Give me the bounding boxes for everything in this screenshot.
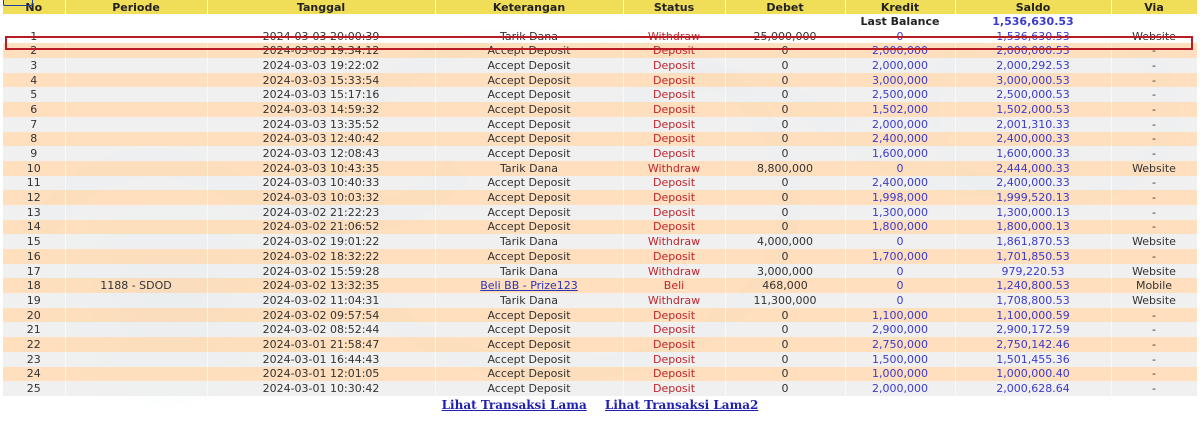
cell-debet: 0	[725, 146, 845, 161]
cell-saldo: 2,001,310.33	[955, 117, 1111, 132]
cell-tanggal: 2024-03-03 20:00:39	[207, 29, 435, 44]
header-kredit: Kredit	[845, 0, 955, 14]
cell-no: 16	[3, 249, 65, 264]
cell-debet: 468,000	[725, 278, 845, 293]
cell-via: -	[1111, 205, 1197, 220]
cell-no: 22	[3, 337, 65, 352]
header-debet: Debet	[725, 0, 845, 14]
cell-kredit: 1,000,000	[845, 367, 955, 382]
cell-debet: 0	[725, 249, 845, 264]
cell-via: Website	[1111, 161, 1197, 176]
cell-tanggal: 2024-03-03 12:40:42	[207, 132, 435, 147]
cell-kredit: 0	[845, 234, 955, 249]
cell-tanggal: 2024-03-03 12:08:43	[207, 146, 435, 161]
cell-periode	[65, 117, 207, 132]
table-row[interactable]	[3, 205, 1197, 220]
cell-kredit: 0	[845, 293, 955, 308]
table-row[interactable]	[3, 73, 1197, 88]
cell-status: Deposit	[623, 73, 725, 88]
cell-keterangan: Tarik Dana	[435, 264, 623, 279]
cell-no: 11	[3, 176, 65, 191]
cell-debet: 0	[725, 132, 845, 147]
table-row[interactable]	[3, 367, 1197, 382]
table-row[interactable]	[3, 352, 1197, 367]
cell-via: Website	[1111, 29, 1197, 44]
cell-saldo: 2,750,142.46	[955, 337, 1111, 352]
cell-status: Deposit	[623, 308, 725, 323]
cell-status: Withdraw	[623, 29, 725, 44]
cell-kredit: 2,750,000	[845, 337, 955, 352]
cell-keterangan: Accept Deposit	[435, 367, 623, 382]
cell-tanggal: 2024-03-03 13:35:52	[207, 117, 435, 132]
table-row[interactable]	[3, 176, 1197, 191]
cell-periode	[65, 205, 207, 220]
table-row[interactable]	[3, 293, 1197, 308]
table-row[interactable]	[3, 117, 1197, 132]
cell-debet: 4,000,000	[725, 234, 845, 249]
cell-status: Beli	[623, 278, 725, 293]
cell-saldo: 2,000,292.53	[955, 58, 1111, 73]
cell-kredit: 1,800,000	[845, 220, 955, 235]
table-row[interactable]	[3, 161, 1197, 176]
table-row[interactable]	[3, 146, 1197, 161]
cell-status: Deposit	[623, 337, 725, 352]
cell-keterangan: Accept Deposit	[435, 352, 623, 367]
cell-kredit: 2,000,000	[845, 117, 955, 132]
cell-keterangan: Accept Deposit	[435, 73, 623, 88]
header-no: No	[3, 0, 65, 14]
cell-saldo: 1,100,000.59	[955, 308, 1111, 323]
cell-keterangan: Accept Deposit	[435, 176, 623, 191]
cell-status: Deposit	[623, 220, 725, 235]
cell-debet: 0	[725, 43, 845, 58]
cell-tanggal: 2024-03-03 19:22:02	[207, 58, 435, 73]
cell-periode	[65, 29, 207, 44]
cell-kredit: 2,400,000	[845, 132, 955, 147]
cell-no: 25	[3, 381, 65, 396]
cell-kredit: 1,500,000	[845, 352, 955, 367]
cell-tanggal: 2024-03-01 10:30:42	[207, 381, 435, 396]
cell-keterangan: Accept Deposit	[435, 102, 623, 117]
cell-via: -	[1111, 102, 1197, 117]
cell-tanggal: 2024-03-02 21:06:52	[207, 220, 435, 235]
cell-debet: 8,800,000	[725, 161, 845, 176]
table-row[interactable]	[3, 220, 1197, 235]
cell-no: 15	[3, 234, 65, 249]
cell-periode	[65, 220, 207, 235]
cell-keterangan: Accept Deposit	[435, 190, 623, 205]
cell-debet: 0	[725, 190, 845, 205]
table-row[interactable]	[3, 337, 1197, 352]
last-balance-row	[3, 14, 1197, 29]
cell-keterangan: Accept Deposit	[435, 308, 623, 323]
top-corner-box	[3, 0, 33, 6]
cell-tanggal: 2024-03-01 12:01:05	[207, 367, 435, 382]
cell-tanggal: 2024-03-02 19:01:22	[207, 234, 435, 249]
cell-periode	[65, 234, 207, 249]
cell-status: Deposit	[623, 249, 725, 264]
cell-kredit: 2,400,000	[845, 176, 955, 191]
cell-via: Website	[1111, 293, 1197, 308]
cell-saldo: 2,000,628.64	[955, 381, 1111, 396]
cell-saldo: 2,500,000.53	[955, 87, 1111, 102]
transaction-history	[3, 0, 1197, 412]
cell-tanggal: 2024-03-02 13:32:35	[207, 278, 435, 293]
table-row[interactable]	[3, 58, 1197, 73]
cell-kredit: 1,600,000	[845, 146, 955, 161]
cell-saldo: 1,536,630.53	[955, 29, 1111, 44]
cell-no: 9	[3, 146, 65, 161]
cell-tanggal: 2024-03-02 11:04:31	[207, 293, 435, 308]
cell-periode	[65, 102, 207, 117]
header-status: Status	[623, 0, 725, 14]
table-row[interactable]	[3, 87, 1197, 102]
table-row[interactable]	[3, 190, 1197, 205]
cell-tanggal: 2024-03-03 10:43:35	[207, 161, 435, 176]
table-row[interactable]	[3, 43, 1197, 58]
cell-status: Withdraw	[623, 161, 725, 176]
cell-status: Deposit	[623, 146, 725, 161]
cell-via: -	[1111, 249, 1197, 264]
cell-kredit: 1,100,000	[845, 308, 955, 323]
cell-keterangan: Accept Deposit	[435, 249, 623, 264]
cell-saldo: 1,300,000.13	[955, 205, 1111, 220]
keterangan-link[interactable]: Beli BB - Prize123	[480, 279, 578, 293]
cell-saldo: 2,000,000.53	[955, 43, 1111, 58]
cell-status: Deposit	[623, 102, 725, 117]
cell-kredit: 0	[845, 278, 955, 293]
cell-via: -	[1111, 117, 1197, 132]
cell-saldo: 979,220.53	[955, 264, 1111, 279]
cell-debet: 0	[725, 176, 845, 191]
header-periode: Periode	[65, 0, 207, 14]
cell-status: Withdraw	[623, 293, 725, 308]
cell-periode: 1188 - SDOD	[65, 278, 207, 293]
cell-periode	[65, 249, 207, 264]
cell-periode	[65, 381, 207, 396]
cell-debet: 0	[725, 322, 845, 337]
cell-no: 23	[3, 352, 65, 367]
cell-via: -	[1111, 220, 1197, 235]
cell-keterangan: Accept Deposit	[435, 322, 623, 337]
cell-debet: 25,000,000	[725, 29, 845, 44]
cell-tanggal: 2024-03-03 15:33:54	[207, 73, 435, 88]
cell-via: Mobile	[1111, 278, 1197, 293]
cell-no: 13	[3, 205, 65, 220]
table-row[interactable]	[3, 102, 1197, 117]
cell-keterangan: Accept Deposit	[435, 58, 623, 73]
cell-kredit: 3,000,000	[845, 73, 955, 88]
cell-periode	[65, 176, 207, 191]
cell-no: 2	[3, 43, 65, 58]
table-row[interactable]	[3, 278, 1197, 293]
cell-no: 17	[3, 264, 65, 279]
cell-no: 6	[3, 102, 65, 117]
cell-no: 8	[3, 132, 65, 147]
cell-tanggal: 2024-03-03 10:03:32	[207, 190, 435, 205]
cell-status: Deposit	[623, 190, 725, 205]
cell-keterangan: Tarik Dana	[435, 29, 623, 44]
cell-debet: 0	[725, 73, 845, 88]
header-tanggal: Tanggal	[207, 0, 435, 14]
cell-via: -	[1111, 87, 1197, 102]
cell-status: Deposit	[623, 43, 725, 58]
cell-saldo: 1,501,455.36	[955, 352, 1111, 367]
table-row[interactable]	[3, 132, 1197, 147]
cell-status: Deposit	[623, 352, 725, 367]
last-balance-value: 1,536,630.53	[955, 14, 1111, 29]
cell-periode	[65, 337, 207, 352]
cell-tanggal: 2024-03-03 15:17:16	[207, 87, 435, 102]
cell-status: Withdraw	[623, 264, 725, 279]
cell-keterangan: Tarik Dana	[435, 234, 623, 249]
cell-saldo: 2,400,000.33	[955, 132, 1111, 147]
cell-debet: 0	[725, 102, 845, 117]
cell-kredit: 1,300,000	[845, 205, 955, 220]
cell-no: 7	[3, 117, 65, 132]
cell-status: Withdraw	[623, 234, 725, 249]
cell-periode	[65, 308, 207, 323]
cell-debet: 0	[725, 367, 845, 382]
cell-no: 5	[3, 87, 65, 102]
cell-keterangan: Tarik Dana	[435, 293, 623, 308]
cell-saldo: 1,861,870.53	[955, 234, 1111, 249]
header-saldo: Saldo	[955, 0, 1111, 14]
cell-via: -	[1111, 352, 1197, 367]
cell-status: Deposit	[623, 176, 725, 191]
cell-keterangan: Tarik Dana	[435, 161, 623, 176]
cell-periode	[65, 322, 207, 337]
cell-keterangan: Accept Deposit	[435, 87, 623, 102]
cell-via: -	[1111, 43, 1197, 58]
cell-no: 14	[3, 220, 65, 235]
cell-kredit: 0	[845, 29, 955, 44]
cell-status: Deposit	[623, 381, 725, 396]
cell-kredit: 1,502,000	[845, 102, 955, 117]
cell-tanggal: 2024-03-02 08:52:44	[207, 322, 435, 337]
transaction-table	[3, 0, 1198, 396]
cell-periode	[65, 73, 207, 88]
cell-via: -	[1111, 337, 1197, 352]
cell-tanggal: 2024-03-03 19:34:12	[207, 43, 435, 58]
last-balance-label: Last Balance	[845, 14, 955, 29]
cell-kredit: 2,000,000	[845, 381, 955, 396]
cell-periode	[65, 87, 207, 102]
cell-debet: 0	[725, 220, 845, 235]
cell-via: -	[1111, 146, 1197, 161]
cell-periode	[65, 293, 207, 308]
cell-periode	[65, 146, 207, 161]
cell-saldo: 1,999,520.13	[955, 190, 1111, 205]
cell-no: 20	[3, 308, 65, 323]
cell-saldo: 2,400,000.33	[955, 176, 1111, 191]
cell-status: Deposit	[623, 87, 725, 102]
cell-saldo: 2,444,000.33	[955, 161, 1111, 176]
cell-debet: 0	[725, 308, 845, 323]
cell-keterangan: Accept Deposit	[435, 337, 623, 352]
cell-debet: 0	[725, 58, 845, 73]
cell-status: Deposit	[623, 367, 725, 382]
cell-kredit: 2,000,000	[845, 43, 955, 58]
cell-no: 3	[3, 58, 65, 73]
table-row[interactable]	[3, 29, 1197, 44]
link-lihat-transaksi-lama2[interactable]: Lihat Transaksi Lama2	[604, 397, 759, 412]
table-row[interactable]	[3, 308, 1197, 323]
cell-via: -	[1111, 176, 1197, 191]
cell-saldo: 1,701,850.53	[955, 249, 1111, 264]
cell-via: -	[1111, 322, 1197, 337]
cell-periode	[65, 367, 207, 382]
cell-kredit: 0	[845, 161, 955, 176]
cell-periode	[65, 58, 207, 73]
cell-kredit: 2,500,000	[845, 87, 955, 102]
cell-keterangan: Accept Deposit	[435, 146, 623, 161]
cell-saldo: 1,600,000.33	[955, 146, 1111, 161]
table-row[interactable]	[3, 381, 1197, 396]
cell-saldo: 1,240,800.53	[955, 278, 1111, 293]
cell-debet: 3,000,000	[725, 264, 845, 279]
cell-status: Deposit	[623, 58, 725, 73]
cell-tanggal: 2024-03-02 21:22:23	[207, 205, 435, 220]
cell-kredit: 2,900,000	[845, 322, 955, 337]
cell-periode	[65, 352, 207, 367]
cell-status: Deposit	[623, 322, 725, 337]
cell-keterangan: Accept Deposit	[435, 117, 623, 132]
footer-links	[3, 398, 1197, 412]
cell-no: 24	[3, 367, 65, 382]
cell-keterangan	[435, 278, 623, 293]
table-row[interactable]	[3, 249, 1197, 264]
cell-tanggal: 2024-03-01 21:58:47	[207, 337, 435, 352]
cell-debet: 0	[725, 117, 845, 132]
cell-saldo: 1,000,000.40	[955, 367, 1111, 382]
cell-via: -	[1111, 58, 1197, 73]
cell-no: 18	[3, 278, 65, 293]
cell-via: -	[1111, 308, 1197, 323]
cell-via: -	[1111, 381, 1197, 396]
header-via: Via	[1111, 0, 1197, 14]
cell-via: Website	[1111, 264, 1197, 279]
cell-via: -	[1111, 73, 1197, 88]
cell-keterangan: Accept Deposit	[435, 132, 623, 147]
cell-debet: 0	[725, 337, 845, 352]
cell-periode	[65, 264, 207, 279]
cell-kredit: 1,700,000	[845, 249, 955, 264]
cell-debet: 0	[725, 352, 845, 367]
cell-via: -	[1111, 190, 1197, 205]
cell-keterangan: Accept Deposit	[435, 205, 623, 220]
cell-no: 21	[3, 322, 65, 337]
cell-saldo: 1,800,000.13	[955, 220, 1111, 235]
cell-saldo: 2,900,172.59	[955, 322, 1111, 337]
cell-tanggal: 2024-03-01 16:44:43	[207, 352, 435, 367]
cell-tanggal: 2024-03-03 14:59:32	[207, 102, 435, 117]
cell-tanggal: 2024-03-03 10:40:33	[207, 176, 435, 191]
cell-keterangan: Accept Deposit	[435, 220, 623, 235]
cell-periode	[65, 190, 207, 205]
cell-periode	[65, 161, 207, 176]
cell-no: 19	[3, 293, 65, 308]
cell-no: 4	[3, 73, 65, 88]
cell-status: Deposit	[623, 205, 725, 220]
header-keterangan: Keterangan	[435, 0, 623, 14]
table-row[interactable]	[3, 234, 1197, 249]
cell-kredit: 1,998,000	[845, 190, 955, 205]
cell-debet: 0	[725, 87, 845, 102]
cell-tanggal: 2024-03-02 09:57:54	[207, 308, 435, 323]
cell-status: Deposit	[623, 117, 725, 132]
cell-keterangan: Accept Deposit	[435, 43, 623, 58]
cell-periode	[65, 132, 207, 147]
cell-via: -	[1111, 367, 1197, 382]
cell-saldo: 1,502,000.53	[955, 102, 1111, 117]
cell-kredit: 2,000,000	[845, 58, 955, 73]
cell-debet: 0	[725, 205, 845, 220]
cell-keterangan: Accept Deposit	[435, 381, 623, 396]
cell-no: 12	[3, 190, 65, 205]
cell-status: Deposit	[623, 132, 725, 147]
table-row[interactable]	[3, 264, 1197, 279]
cell-periode	[65, 43, 207, 58]
table-header-row	[3, 0, 1197, 14]
cell-via: -	[1111, 132, 1197, 147]
cell-saldo: 1,708,800.53	[955, 293, 1111, 308]
cell-no: 10	[3, 161, 65, 176]
cell-no: 1	[3, 29, 65, 44]
cell-debet: 11,300,000	[725, 293, 845, 308]
cell-debet: 0	[725, 381, 845, 396]
cell-tanggal: 2024-03-02 18:32:22	[207, 249, 435, 264]
cell-kredit: 0	[845, 264, 955, 279]
cell-tanggal: 2024-03-02 15:59:28	[207, 264, 435, 279]
table-row[interactable]	[3, 322, 1197, 337]
link-lihat-transaksi-lama[interactable]: Lihat Transaksi Lama	[441, 397, 587, 412]
cell-via: Website	[1111, 234, 1197, 249]
cell-saldo: 3,000,000.53	[955, 73, 1111, 88]
